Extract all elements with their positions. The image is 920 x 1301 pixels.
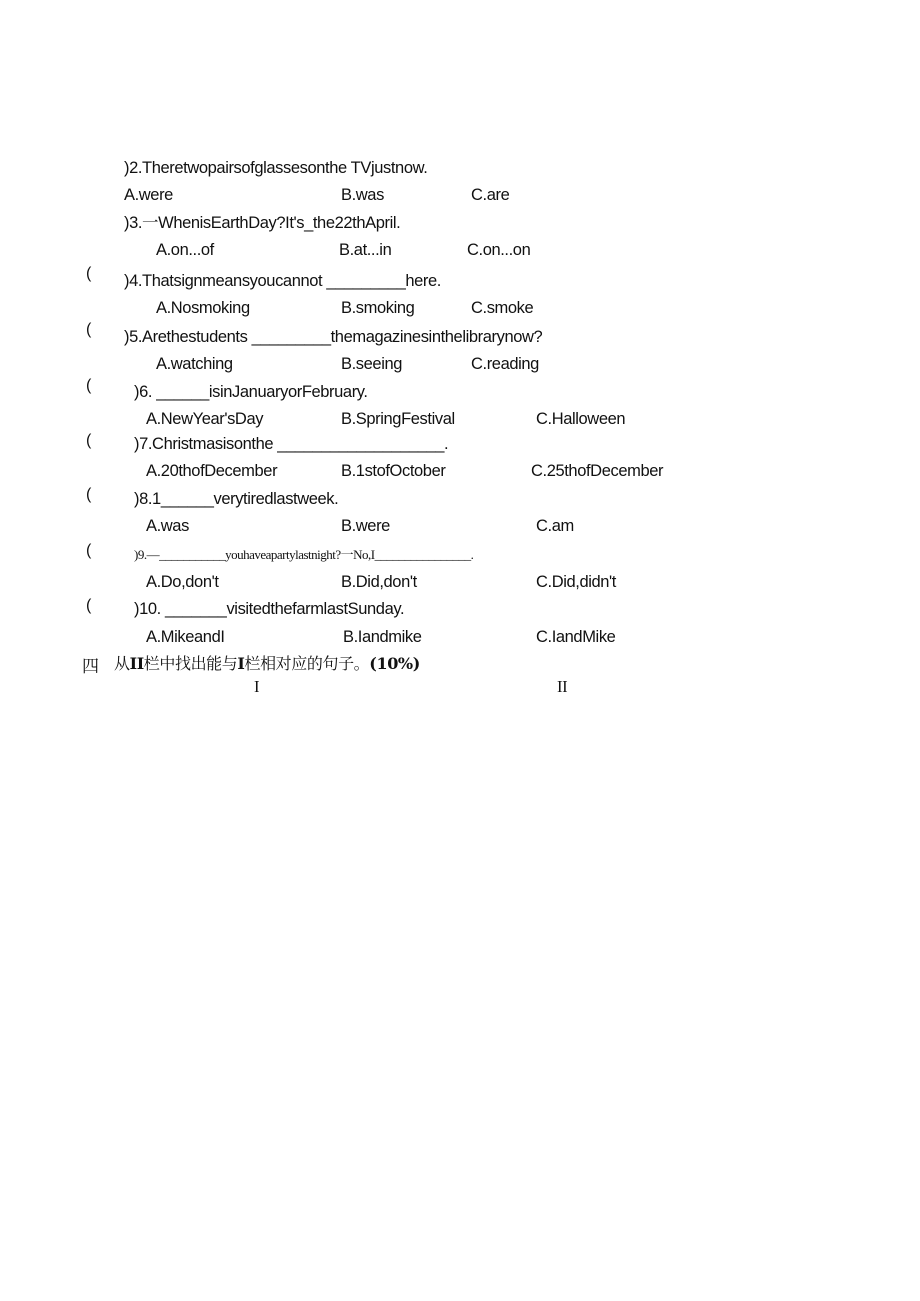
- option-a: A.MikeandI: [146, 628, 225, 646]
- option-c: C.reading: [471, 355, 539, 373]
- option-a: A.20thofDecember: [146, 462, 278, 480]
- section-title-pre: 从: [114, 654, 130, 673]
- option-a: A.was: [146, 517, 189, 535]
- option-a: A.Do,don't: [146, 573, 219, 591]
- question-stem: )4.Thatsignmeansyoucannot _________here.: [124, 272, 441, 290]
- question-stem: )5.Arethestudents _________themagazinesinthelibrarynow?: [124, 328, 543, 346]
- option-c: C.on...on: [467, 241, 531, 259]
- answer-paren: (: [86, 486, 92, 503]
- option-c: C.IandMike: [536, 628, 616, 646]
- option-c: C.25thofDecember: [531, 462, 664, 480]
- answer-paren: (: [86, 597, 92, 614]
- section-title-mid: 栏中找出能与: [143, 654, 238, 673]
- option-b: B.1stofOctober: [341, 462, 446, 480]
- option-c: C.smoke: [471, 299, 534, 317]
- section-title: [114, 654, 420, 674]
- answer-paren: (: [86, 265, 92, 282]
- option-c: C.Did,didn't: [536, 573, 616, 591]
- option-b: B.smoking: [341, 299, 415, 317]
- section-title-col2: II: [129, 654, 144, 673]
- option-b: B.seeing: [341, 355, 403, 373]
- question-stem: )3.一WhenisEarthDay?It's_the22thApril.: [124, 214, 401, 232]
- option-b: B.Iandmike: [343, 628, 422, 646]
- question-stem: )9.—___________youhaveapartylastnight?一No,I________________.: [134, 547, 474, 562]
- option-b: B.Did,don't: [341, 573, 417, 591]
- option-a: A.on...of: [156, 241, 214, 259]
- answer-paren: (: [86, 542, 92, 559]
- question-stem: )8.1______verytiredlastweek.: [134, 490, 339, 508]
- question-stem: )2.Theretwopairsofglassesonthe TVjustnow.: [124, 159, 428, 177]
- column-header-left: I: [254, 677, 260, 696]
- section-title-post: 栏相对应的句子。: [244, 654, 370, 673]
- option-a: A.NewYear'sDay: [146, 410, 264, 428]
- option-c: C.Halloween: [536, 410, 626, 428]
- option-a: A.were: [124, 186, 173, 204]
- question-stem: )6. ______isinJanuaryorFebruary.: [134, 383, 368, 401]
- section-number: 四: [82, 657, 99, 677]
- option-a: A.Nosmoking: [156, 299, 250, 317]
- section-score: (10%): [369, 654, 420, 673]
- option-c: C.are: [471, 186, 510, 204]
- option-b: B.were: [341, 517, 390, 535]
- option-c: C.am: [536, 517, 574, 535]
- answer-paren: (: [86, 432, 92, 449]
- option-b: B.was: [341, 186, 384, 204]
- section-title-col1: I: [237, 654, 245, 673]
- option-b: B.SpringFestival: [341, 410, 455, 428]
- question-stem: )7.Christmasisonthe ___________________.: [134, 435, 449, 453]
- option-a: A.watching: [156, 355, 233, 373]
- column-header-right: II: [557, 677, 568, 696]
- answer-paren: (: [86, 377, 92, 394]
- option-b: B.at...in: [339, 241, 392, 259]
- answer-paren: (: [86, 321, 92, 338]
- question-stem: )10. _______visitedthefarmlastSunday.: [134, 600, 405, 618]
